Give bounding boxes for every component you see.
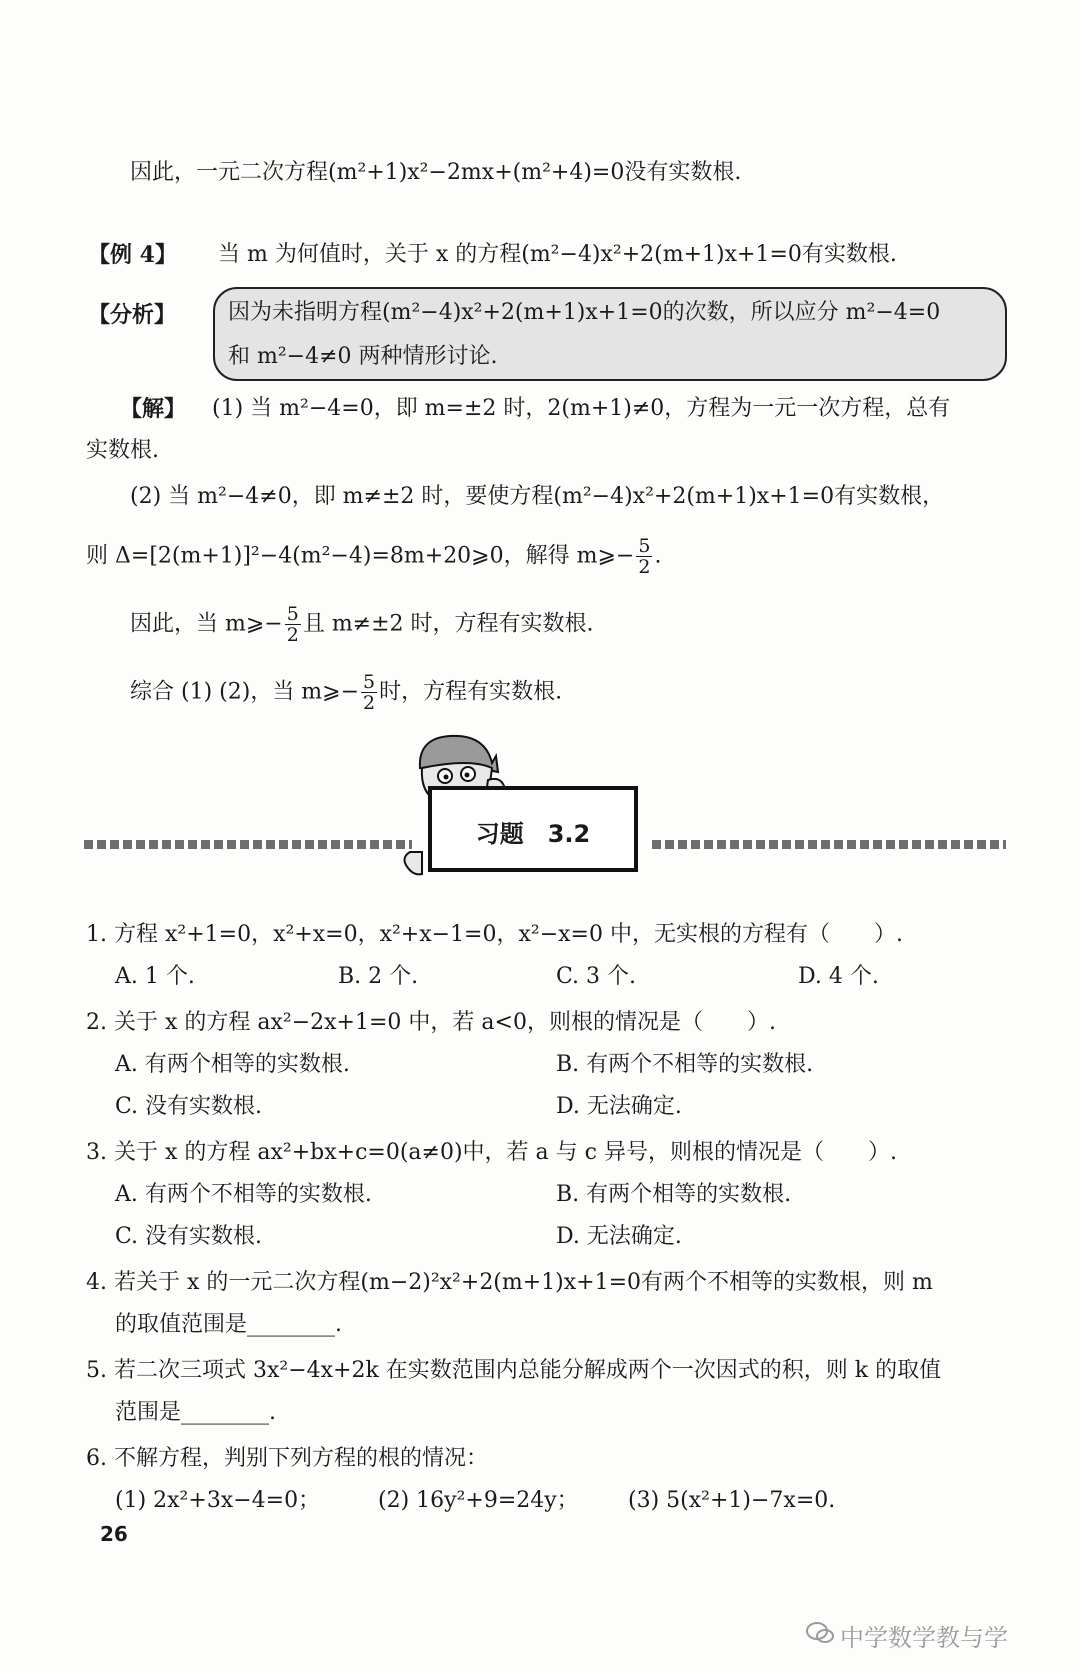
question-6-part-2: (2) 16y²+9=24y； <box>378 1488 579 1513</box>
question-3-option-b: B. 有两个相等的实数根. <box>556 1182 792 1207</box>
question-6: 6. 不解方程，判别下列方程的根的情况： <box>86 1446 488 1471</box>
question-2-option-b: B. 有两个不相等的实数根. <box>556 1052 814 1077</box>
question-3-option-d: D. 无法确定. <box>556 1224 682 1249</box>
analysis-line-1: 因为未指明方程(m²−4)x²+2(m+1)x+1=0的次数，所以应分 m²−4=0 <box>228 300 941 325</box>
solution-line-3b: 且 m≠±2 时，方程有实数根. <box>302 611 594 637</box>
solution-line-1a: (1) 当 m²−4=0，即 m=±2 时，2(m+1)≠0，方程为一元一次方程，总有 <box>212 396 951 421</box>
question-2-option-d: D. 无法确定. <box>556 1094 682 1119</box>
question-3-option-a: A. 有两个不相等的实数根. <box>115 1182 372 1207</box>
period: . <box>654 543 662 569</box>
question-6-part-1: (1) 2x²+3x−4=0； <box>115 1488 321 1513</box>
fraction-5-over-2 <box>361 672 377 713</box>
solution-line-4 <box>130 672 562 713</box>
fraction-denominator: 2 <box>363 692 376 714</box>
question-1-option-d: D. 4 个. <box>798 964 879 989</box>
question-2: 2. 关于 x 的方程 ax²−2x+1=0 中，若 a<0，则根的情况是（ ）. <box>86 1010 776 1035</box>
question-1-option-a: A. 1 个. <box>115 964 195 989</box>
question-5-line-2: 范围是________. <box>115 1400 276 1425</box>
question-3-option-c: C. 没有实数根. <box>115 1224 263 1249</box>
solution-line-2b <box>86 536 661 577</box>
solution-line-2a: (2) 当 m²−4≠0，即 m≠±2 时，要使方程(m²−4)x²+2(m+1)x+1=0有实数根， <box>130 484 945 509</box>
solution-line-4a: 综合 (1) (2)，当 m⩾− <box>130 679 360 705</box>
fraction-numerator: 5 <box>363 671 376 693</box>
dotted-rule-right <box>652 840 1006 849</box>
question-4-line-2: 的取值范围是________. <box>115 1312 342 1337</box>
solution-tag: 【解】 <box>120 396 187 422</box>
solution-line-1b: 实数根. <box>86 438 159 463</box>
question-6-part-3: (3) 5(x²+1)−7x=0. <box>628 1488 836 1513</box>
wechat-icon <box>805 1620 835 1646</box>
question-2-option-c: C. 没有实数根. <box>115 1094 263 1119</box>
question-1-option-c: C. 3 个. <box>556 964 637 989</box>
fraction-numerator: 5 <box>638 535 651 557</box>
exercise-title: 习题 3.2 <box>475 820 591 848</box>
analysis-tag: 【分析】 <box>88 302 177 328</box>
question-5-line-1: 5. 若二次三项式 3x²−4x+2k 在实数范围内总能分解成两个一次因式的积，则 k 的取值 <box>86 1358 942 1383</box>
solution-line-3 <box>130 604 594 645</box>
exercise-title-box <box>428 786 638 872</box>
question-2-option-a: A. 有两个相等的实数根. <box>115 1052 350 1077</box>
watermark: 中学数学教与学 <box>840 1624 1008 1652</box>
solution-line-4b: 时，方程有实数根. <box>379 679 563 705</box>
analysis-line-2: 和 m²−4≠0 两种情形讨论. <box>228 344 498 369</box>
example-4-tag: 【例 4】 <box>88 242 177 268</box>
question-1: 1. 方程 x²+1=0，x²+x=0，x²+x−1=0，x²−x=0 中，无实根的方程有（ ）. <box>86 922 903 947</box>
question-3: 3. 关于 x 的方程 ax²+bx+c=0(a≠0)中，若 a 与 c 异号，则根的情况是（ ）. <box>86 1140 897 1165</box>
example-4-text: 当 m 为何值时，关于 x 的方程(m²−4)x²+2(m+1)x+1=0有实数根. <box>218 242 897 267</box>
fraction-denominator: 2 <box>286 624 299 646</box>
question-4-line-1: 4. 若关于 x 的一元二次方程(m−2)²x²+2(m+1)x+1=0有两个不相等的实数根，则 m <box>86 1270 933 1295</box>
solution-line-2b-text: 则 Δ=[2(m+1)]²−4(m²−4)=8m+20⩾0，解得 m⩾− <box>86 543 635 569</box>
previous-conclusion: 因此，一元二次方程(m²+1)x²−2mx+(m²+4)=0没有实数根. <box>130 160 742 185</box>
dotted-rule-left <box>84 840 412 849</box>
fraction-denominator: 2 <box>638 556 651 578</box>
fraction-5-over-2 <box>636 536 652 577</box>
page-number: 26 <box>100 1522 128 1546</box>
fraction-5-over-2 <box>285 604 301 645</box>
question-1-option-b: B. 2 个. <box>338 964 419 989</box>
solution-line-3a: 因此，当 m⩾− <box>130 611 283 637</box>
fraction-numerator: 5 <box>286 603 299 625</box>
